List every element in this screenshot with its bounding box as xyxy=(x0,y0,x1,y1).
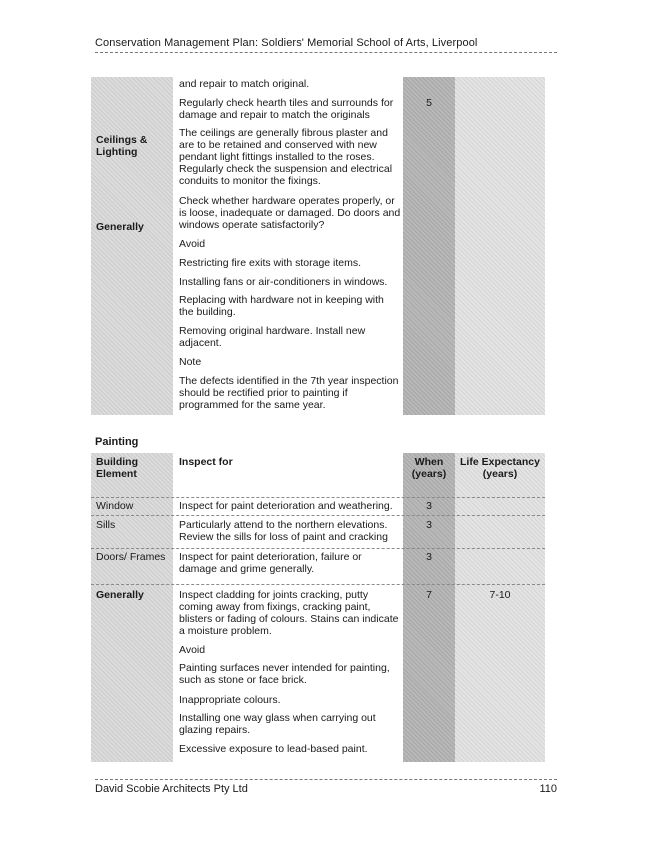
element-cell: Window xyxy=(96,500,134,512)
inspect-cell: Inspect for paint deterioration and weathering. xyxy=(179,500,393,512)
inspect-cell: Inspect for paint deterioration, failure or damage and grime generally. xyxy=(179,551,362,575)
inspect-cell: Replacing with hardware not in keeping with the building. xyxy=(179,294,384,318)
inspect-cell: Restricting fire exits with storage items. xyxy=(179,257,362,269)
page-header: Conservation Management Plan: Soldiers' Memorial School of Arts, Liverpool xyxy=(95,37,478,49)
element-cell: Sills xyxy=(96,519,116,531)
element-column xyxy=(91,77,173,415)
inspect-cell: Regularly check hearth tiles and surrounds for damage and repair to match the originals xyxy=(179,97,394,121)
header-life-expectancy: Life Expectancy (years) xyxy=(460,456,540,480)
row-divider xyxy=(91,548,545,549)
inspect-cell: The ceilings are generally fibrous plaster and are to be retained and conserved with new pendant light fittings installed to the roses. Regularly check the suspension and electrical conduits to monitor the fixings. xyxy=(179,127,393,187)
when-cell: 3 xyxy=(426,519,432,531)
section-title: Painting xyxy=(95,436,139,448)
inspect-cell: Inappropriate colours. xyxy=(179,694,281,706)
inspect-cell: Avoid xyxy=(179,644,206,656)
when-cell: 3 xyxy=(426,551,432,563)
when-cell: 5 xyxy=(426,97,432,109)
inspect-cell: and repair to match original. xyxy=(179,78,310,90)
row-divider xyxy=(91,515,545,516)
inspect-cell: Installing fans or air-conditioners in windows. xyxy=(179,276,388,288)
header-inspect-for: Inspect for xyxy=(179,456,233,468)
inspect-cell: Particularly attend to the northern elevations. Review the sills for loss of paint and cracking xyxy=(179,519,388,543)
inspect-cell: Excessive exposure to lead-based paint. xyxy=(179,743,368,755)
inspect-cell: Check whether hardware operates properly, or is loose, inadequate or damaged. Do doors and windows operate satisfactorily? xyxy=(179,195,401,231)
when-cell: 7 xyxy=(426,589,432,601)
life-column xyxy=(455,453,545,762)
element-cell: Doors/ Frames xyxy=(96,551,166,563)
row-divider xyxy=(91,497,545,498)
inspect-cell: Removing original hardware. Install new adjacent. xyxy=(179,325,366,349)
when-cell: 3 xyxy=(426,500,432,512)
element-cell: Generally xyxy=(96,589,144,601)
footer-rule xyxy=(95,779,557,780)
inspect-cell: Inspect cladding for joints cracking, putty coming away from fixings, cracking paint, blisters or fading of colours. Stains can indicate a moisture problem. xyxy=(179,589,399,637)
inspect-cell: Installing one way glass when carrying out glazing repairs. xyxy=(179,712,376,736)
inspect-cell: The defects identified in the 7th year inspection should be rectified prior to painting if programmed for the same year. xyxy=(179,375,399,411)
life-cell: 7-10 xyxy=(489,589,511,601)
element-cell: Ceilings & Lighting xyxy=(96,134,148,158)
row-divider xyxy=(91,584,545,585)
inspect-cell: Note xyxy=(179,356,202,368)
inspect-cell: Painting surfaces never intended for painting, such as stone or face brick. xyxy=(179,662,390,686)
header-when: When (years) xyxy=(411,456,447,480)
when-column xyxy=(403,77,455,415)
header-rule xyxy=(95,52,557,53)
element-cell: Generally xyxy=(96,221,144,233)
page-number: 110 xyxy=(539,783,557,795)
header-building-element: Building Element xyxy=(96,456,138,480)
footer-company: David Scobie Architects Pty Ltd xyxy=(95,783,248,795)
life-column xyxy=(455,77,545,415)
inspect-cell: Avoid xyxy=(179,238,206,250)
